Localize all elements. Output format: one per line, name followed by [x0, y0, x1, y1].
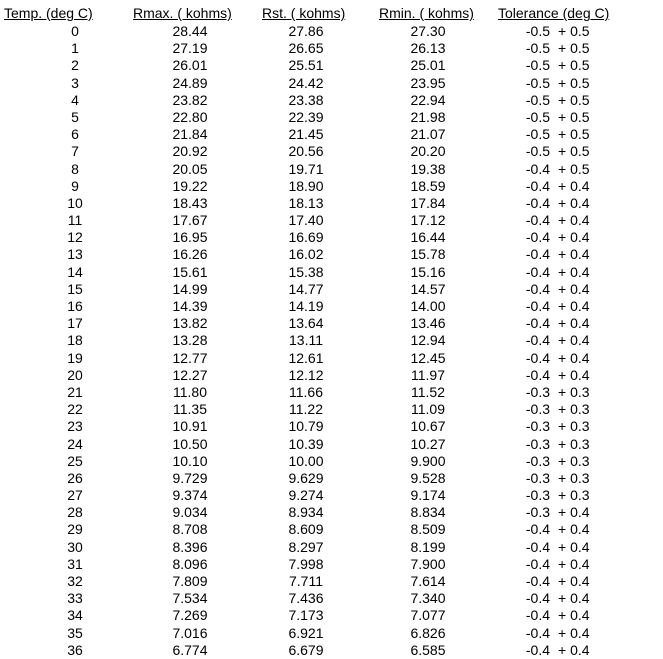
- cell-rmax: 14.99: [172, 280, 208, 297]
- cell-rmin: 17.12: [410, 212, 446, 229]
- cell-rst: 6.679: [288, 641, 324, 658]
- cell-rmax: 7.809: [172, 573, 208, 589]
- cell-tolerance-high: + 0.3: [558, 418, 590, 435]
- cell-rmin: 11.97: [411, 366, 445, 383]
- table-row: [0, 281, 663, 298]
- cell-rmin: 13.46: [410, 315, 446, 332]
- cell-tolerance-high: + 0.5: [558, 74, 590, 91]
- cell-rmax: 13.28: [172, 332, 208, 349]
- cell-rst: 11.22: [289, 401, 323, 418]
- cell-tolerance-high: + 0.5: [558, 143, 590, 160]
- cell-temp: 17: [67, 315, 83, 332]
- cell-tolerance-low: -0.4: [525, 607, 550, 624]
- cell-rst: 9.274: [288, 487, 324, 504]
- cell-tolerance-high: + 0.4: [558, 521, 590, 538]
- cell-tolerance-low: -0.4: [525, 521, 550, 538]
- table-row: [0, 642, 663, 659]
- cell-tolerance-high: + 0.4: [558, 177, 590, 194]
- table-row: [0, 418, 663, 435]
- cell-rst: 24.42: [288, 74, 324, 91]
- table-row: [0, 126, 663, 143]
- cell-rst: 6.921: [288, 624, 324, 641]
- cell-rst: 14.77: [288, 280, 324, 297]
- cell-rst: 9.629: [288, 469, 324, 486]
- table-row: [0, 23, 663, 40]
- cell-temp: 20: [67, 366, 83, 383]
- table-row: [0, 453, 663, 470]
- header-rmax: Rmax. ( kohms): [133, 5, 232, 21]
- table-row: [0, 40, 663, 57]
- cell-rmax: 16.95: [172, 229, 208, 246]
- cell-rst: 10.79: [288, 418, 324, 435]
- header-rmin: Rmin. ( kohms): [379, 5, 474, 21]
- cell-rmax: 12.77: [172, 349, 208, 366]
- cell-temp: 5: [71, 108, 79, 125]
- cell-rmin: 25.01: [410, 57, 446, 74]
- cell-tolerance-high: + 0.5: [558, 126, 590, 143]
- cell-temp: 23: [67, 418, 83, 435]
- cell-tolerance-low: -0.4: [525, 263, 550, 280]
- cell-tolerance-low: -0.4: [525, 177, 550, 194]
- cell-tolerance-high: + 0.5: [558, 108, 590, 125]
- cell-rmax: 26.01: [172, 57, 208, 74]
- table-row: [0, 625, 663, 642]
- cell-rmax: 24.89: [172, 74, 208, 91]
- cell-tolerance-high: + 0.4: [558, 298, 590, 314]
- cell-tolerance-low: -0.5: [525, 23, 550, 39]
- cell-tolerance-high: + 0.4: [558, 641, 590, 658]
- cell-temp: 6: [71, 126, 79, 143]
- cell-tolerance-high: + 0.4: [558, 573, 590, 589]
- table-row: [0, 487, 663, 504]
- cell-rmin: 8.509: [410, 521, 446, 538]
- cell-rmax: 11.80: [173, 383, 207, 400]
- cell-tolerance-high: + 0.4: [558, 607, 590, 624]
- cell-rst: 21.45: [288, 126, 324, 143]
- cell-tolerance-high: + 0.4: [558, 366, 590, 383]
- cell-temp: 36: [67, 641, 83, 658]
- cell-temp: 18: [67, 332, 83, 349]
- cell-tolerance-low: -0.4: [525, 366, 550, 383]
- cell-rst: 8.934: [288, 504, 324, 521]
- table-row: [0, 384, 663, 401]
- cell-rst: 7.173: [288, 607, 324, 624]
- cell-tolerance-high: + 0.5: [558, 91, 590, 108]
- cell-rmax: 14.39: [172, 298, 208, 314]
- cell-temp: 15: [67, 280, 83, 297]
- table-row: [0, 504, 663, 521]
- cell-temp: 22: [67, 401, 83, 418]
- table-row: [0, 264, 663, 281]
- cell-rst: 22.39: [288, 108, 324, 125]
- cell-rmax: 10.91: [172, 418, 208, 435]
- cell-temp: 16: [67, 298, 83, 314]
- cell-rmin: 9.528: [410, 469, 446, 486]
- cell-temp: 21: [67, 383, 83, 400]
- table-row: [0, 556, 663, 573]
- cell-rst: 16.69: [288, 229, 324, 246]
- cell-temp: 32: [67, 573, 83, 589]
- cell-tolerance-low: -0.5: [525, 40, 550, 57]
- cell-rmax: 13.82: [172, 315, 208, 332]
- cell-rst: 12.12: [288, 366, 324, 383]
- cell-tolerance-high: + 0.4: [558, 538, 590, 555]
- cell-rst: 23.38: [288, 91, 324, 108]
- cell-rst: 12.61: [288, 349, 324, 366]
- cell-rst: 18.90: [288, 177, 324, 194]
- table-body: [0, 23, 663, 659]
- cell-temp: 3: [71, 74, 79, 91]
- table-row: [0, 470, 663, 487]
- header-rst: Rst. ( kohms): [262, 5, 346, 21]
- cell-temp: 14: [67, 263, 83, 280]
- cell-rmin: 11.52: [411, 383, 445, 400]
- cell-rst: 26.65: [288, 40, 324, 57]
- cell-temp: 1: [71, 40, 79, 57]
- table-row: [0, 573, 663, 590]
- cell-rmax: 7.016: [172, 624, 208, 641]
- table-row: [0, 178, 663, 195]
- cell-tolerance-high: + 0.4: [558, 246, 590, 263]
- table-row: [0, 607, 663, 624]
- cell-tolerance-low: -0.4: [525, 349, 550, 366]
- cell-temp: 26: [67, 469, 83, 486]
- cell-rmin: 14.00: [410, 298, 446, 314]
- cell-rmin: 7.340: [410, 590, 446, 607]
- cell-tolerance-low: -0.5: [525, 143, 550, 160]
- cell-rst: 8.609: [288, 521, 324, 538]
- cell-tolerance-high: + 0.4: [558, 590, 590, 607]
- table-row: [0, 57, 663, 74]
- cell-rst: 11.66: [289, 383, 323, 400]
- cell-tolerance-low: -0.4: [525, 641, 550, 658]
- cell-rmax: 10.50: [172, 435, 208, 452]
- cell-temp: 12: [67, 229, 83, 246]
- table-row: [0, 92, 663, 109]
- cell-rmax: 11.35: [173, 401, 207, 418]
- cell-rmin: 9.174: [410, 487, 446, 504]
- table-row: [0, 143, 663, 160]
- cell-tolerance-high: + 0.3: [558, 401, 590, 418]
- cell-tolerance-low: -0.3: [525, 418, 550, 435]
- table-row: [0, 350, 663, 367]
- cell-rmin: 12.94: [410, 332, 446, 349]
- cell-tolerance-low: -0.4: [525, 555, 550, 572]
- cell-rst: 16.02: [288, 246, 324, 263]
- table-row: [0, 539, 663, 556]
- cell-rst: 18.13: [288, 194, 324, 211]
- cell-tolerance-low: -0.5: [525, 108, 550, 125]
- cell-rmin: 15.78: [410, 246, 446, 263]
- cell-tolerance-high: + 0.4: [558, 315, 590, 332]
- cell-rmax: 15.61: [172, 263, 208, 280]
- header-temp: Temp. (deg C): [4, 5, 93, 21]
- cell-rmin: 15.16: [410, 263, 446, 280]
- cell-rmin: 16.44: [410, 229, 446, 246]
- cell-rst: 7.998: [288, 555, 324, 572]
- table-row: [0, 109, 663, 126]
- cell-temp: 31: [67, 555, 83, 572]
- table-row: [0, 367, 663, 384]
- cell-rmin: 6.826: [410, 624, 446, 641]
- cell-rmax: 6.774: [172, 641, 208, 658]
- cell-rmax: 18.43: [172, 194, 208, 211]
- cell-rmin: 22.94: [410, 91, 446, 108]
- cell-rst: 20.56: [288, 143, 324, 160]
- cell-temp: 33: [67, 590, 83, 607]
- table-row: [0, 590, 663, 607]
- cell-temp: 28: [67, 504, 83, 521]
- cell-temp: 7: [71, 143, 79, 160]
- table-row: [0, 246, 663, 263]
- cell-rmin: 20.20: [410, 143, 446, 160]
- cell-rmin: 26.13: [410, 40, 446, 57]
- cell-rmin: 17.84: [410, 194, 446, 211]
- cell-rmax: 8.396: [172, 538, 208, 555]
- cell-rmax: 27.19: [172, 40, 208, 57]
- cell-tolerance-low: -0.4: [525, 246, 550, 263]
- header-tolerance: Tolerance (deg C): [498, 5, 610, 21]
- cell-rst: 13.64: [288, 315, 324, 332]
- cell-tolerance-low: -0.4: [525, 194, 550, 211]
- cell-rmax: 22.80: [172, 108, 208, 125]
- cell-rmax: 7.534: [172, 590, 208, 607]
- cell-tolerance-low: -0.4: [525, 573, 550, 589]
- cell-rmax: 19.22: [172, 177, 208, 194]
- cell-tolerance-high: + 0.5: [558, 160, 590, 177]
- cell-tolerance-high: + 0.4: [558, 332, 590, 349]
- cell-rmax: 28.44: [172, 23, 208, 39]
- cell-tolerance-high: + 0.3: [558, 383, 590, 400]
- cell-tolerance-high: + 0.3: [558, 487, 590, 504]
- cell-rmax: 16.26: [172, 246, 208, 263]
- cell-rst: 25.51: [288, 57, 324, 74]
- cell-rmin: 27.30: [410, 23, 446, 39]
- cell-rmax: 17.67: [172, 212, 208, 229]
- cell-tolerance-low: -0.4: [525, 160, 550, 177]
- cell-rmin: 7.614: [410, 573, 446, 589]
- cell-tolerance-low: -0.5: [525, 91, 550, 108]
- cell-tolerance-high: + 0.3: [558, 435, 590, 452]
- table-row: [0, 401, 663, 418]
- table-row: [0, 229, 663, 246]
- cell-temp: 19: [67, 349, 83, 366]
- cell-rmin: 14.57: [410, 280, 446, 297]
- cell-temp: 27: [67, 487, 83, 504]
- cell-rmin: 11.09: [411, 401, 445, 418]
- cell-rst: 27.86: [288, 23, 324, 39]
- cell-tolerance-high: + 0.4: [558, 349, 590, 366]
- cell-rmax: 12.27: [172, 366, 208, 383]
- cell-rst: 10.00: [288, 452, 324, 469]
- cell-temp: 35: [67, 624, 83, 641]
- cell-rst: 10.39: [288, 435, 324, 452]
- table-row: [0, 298, 663, 315]
- cell-rmin: 19.38: [410, 160, 446, 177]
- cell-temp: 24: [67, 435, 83, 452]
- cell-rmax: 20.92: [172, 143, 208, 160]
- cell-temp: 10: [67, 194, 83, 211]
- cell-rmin: 7.077: [410, 607, 446, 624]
- cell-rst: 13.11: [289, 332, 323, 349]
- cell-tolerance-low: -0.4: [525, 229, 550, 246]
- cell-temp: 2: [71, 57, 79, 74]
- cell-tolerance-high: + 0.5: [558, 23, 590, 39]
- cell-rmax: 8.708: [172, 521, 208, 538]
- cell-rst: 7.711: [289, 573, 323, 589]
- cell-tolerance-low: -0.4: [525, 280, 550, 297]
- cell-rmax: 20.05: [172, 160, 208, 177]
- cell-tolerance-high: + 0.4: [558, 624, 590, 641]
- cell-tolerance-high: + 0.4: [558, 280, 590, 297]
- cell-rst: 15.38: [288, 263, 324, 280]
- cell-tolerance-low: -0.4: [525, 590, 550, 607]
- cell-rmin: 8.834: [410, 504, 446, 521]
- cell-tolerance-high: + 0.5: [558, 40, 590, 57]
- cell-rmax: 23.82: [172, 91, 208, 108]
- cell-temp: 34: [67, 607, 83, 624]
- table-row: [0, 332, 663, 349]
- cell-rmax: 9.374: [172, 487, 208, 504]
- cell-tolerance-low: -0.4: [525, 315, 550, 332]
- cell-rmax: 9.729: [172, 469, 208, 486]
- table-row: [0, 195, 663, 212]
- cell-temp: 29: [67, 521, 83, 538]
- cell-tolerance-low: -0.5: [525, 74, 550, 91]
- cell-tolerance-low: -0.3: [525, 504, 550, 521]
- cell-tolerance-low: -0.4: [525, 212, 550, 229]
- cell-rmin: 21.98: [410, 108, 446, 125]
- cell-rmin: 10.27: [410, 435, 446, 452]
- cell-rmin: 7.900: [410, 555, 446, 572]
- cell-tolerance-high: + 0.4: [558, 555, 590, 572]
- cell-tolerance-low: -0.5: [525, 126, 550, 143]
- cell-rst: 7.436: [288, 590, 324, 607]
- cell-rmax: 9.034: [172, 504, 208, 521]
- cell-rmax: 8.096: [172, 555, 208, 572]
- cell-tolerance-low: -0.3: [525, 469, 550, 486]
- cell-rmax: 7.269: [172, 607, 208, 624]
- cell-rmin: 12.45: [410, 349, 446, 366]
- cell-rst: 14.19: [288, 298, 324, 314]
- cell-tolerance-high: + 0.4: [558, 229, 590, 246]
- table-row: [0, 75, 663, 92]
- table-row: [0, 315, 663, 332]
- cell-tolerance-low: -0.3: [525, 383, 550, 400]
- cell-tolerance-low: -0.4: [525, 624, 550, 641]
- cell-temp: 0: [71, 23, 79, 39]
- cell-tolerance-low: -0.5: [525, 57, 550, 74]
- cell-tolerance-high: + 0.3: [558, 469, 590, 486]
- cell-tolerance-high: + 0.4: [558, 263, 590, 280]
- cell-tolerance-low: -0.4: [525, 538, 550, 555]
- cell-rmax: 21.84: [172, 126, 208, 143]
- cell-tolerance-low: -0.3: [525, 452, 550, 469]
- table-row: [0, 436, 663, 453]
- table-row: [0, 161, 663, 178]
- cell-rmin: 10.67: [410, 418, 446, 435]
- cell-tolerance-low: -0.4: [525, 332, 550, 349]
- cell-temp: 25: [67, 452, 83, 469]
- cell-tolerance-low: -0.3: [525, 487, 550, 504]
- cell-temp: 13: [67, 246, 83, 263]
- cell-rmin: 18.59: [410, 177, 446, 194]
- cell-rmin: 9.900: [410, 452, 446, 469]
- cell-rmin: 8.199: [410, 538, 446, 555]
- cell-temp: 8: [71, 160, 79, 177]
- cell-temp: 30: [67, 538, 83, 555]
- cell-rmin: 23.95: [410, 74, 446, 91]
- table-row: [0, 521, 663, 538]
- cell-temp: 9: [71, 177, 79, 194]
- cell-temp: 11: [67, 212, 83, 229]
- cell-tolerance-low: -0.3: [525, 435, 550, 452]
- cell-temp: 4: [71, 91, 79, 108]
- cell-tolerance-low: -0.4: [525, 298, 550, 314]
- cell-rst: 8.297: [288, 538, 324, 555]
- cell-rmax: 10.10: [172, 452, 208, 469]
- cell-tolerance-low: -0.3: [525, 401, 550, 418]
- cell-rst: 17.40: [288, 212, 324, 229]
- cell-tolerance-high: + 0.4: [558, 504, 590, 521]
- cell-rmin: 21.07: [410, 126, 446, 143]
- cell-tolerance-high: + 0.3: [558, 452, 590, 469]
- table-row: [0, 212, 663, 229]
- cell-tolerance-high: + 0.4: [558, 194, 590, 211]
- cell-tolerance-high: + 0.4: [558, 212, 590, 229]
- cell-rst: 19.71: [288, 160, 324, 177]
- cell-tolerance-high: + 0.5: [558, 57, 590, 74]
- cell-rmin: 6.585: [410, 641, 446, 658]
